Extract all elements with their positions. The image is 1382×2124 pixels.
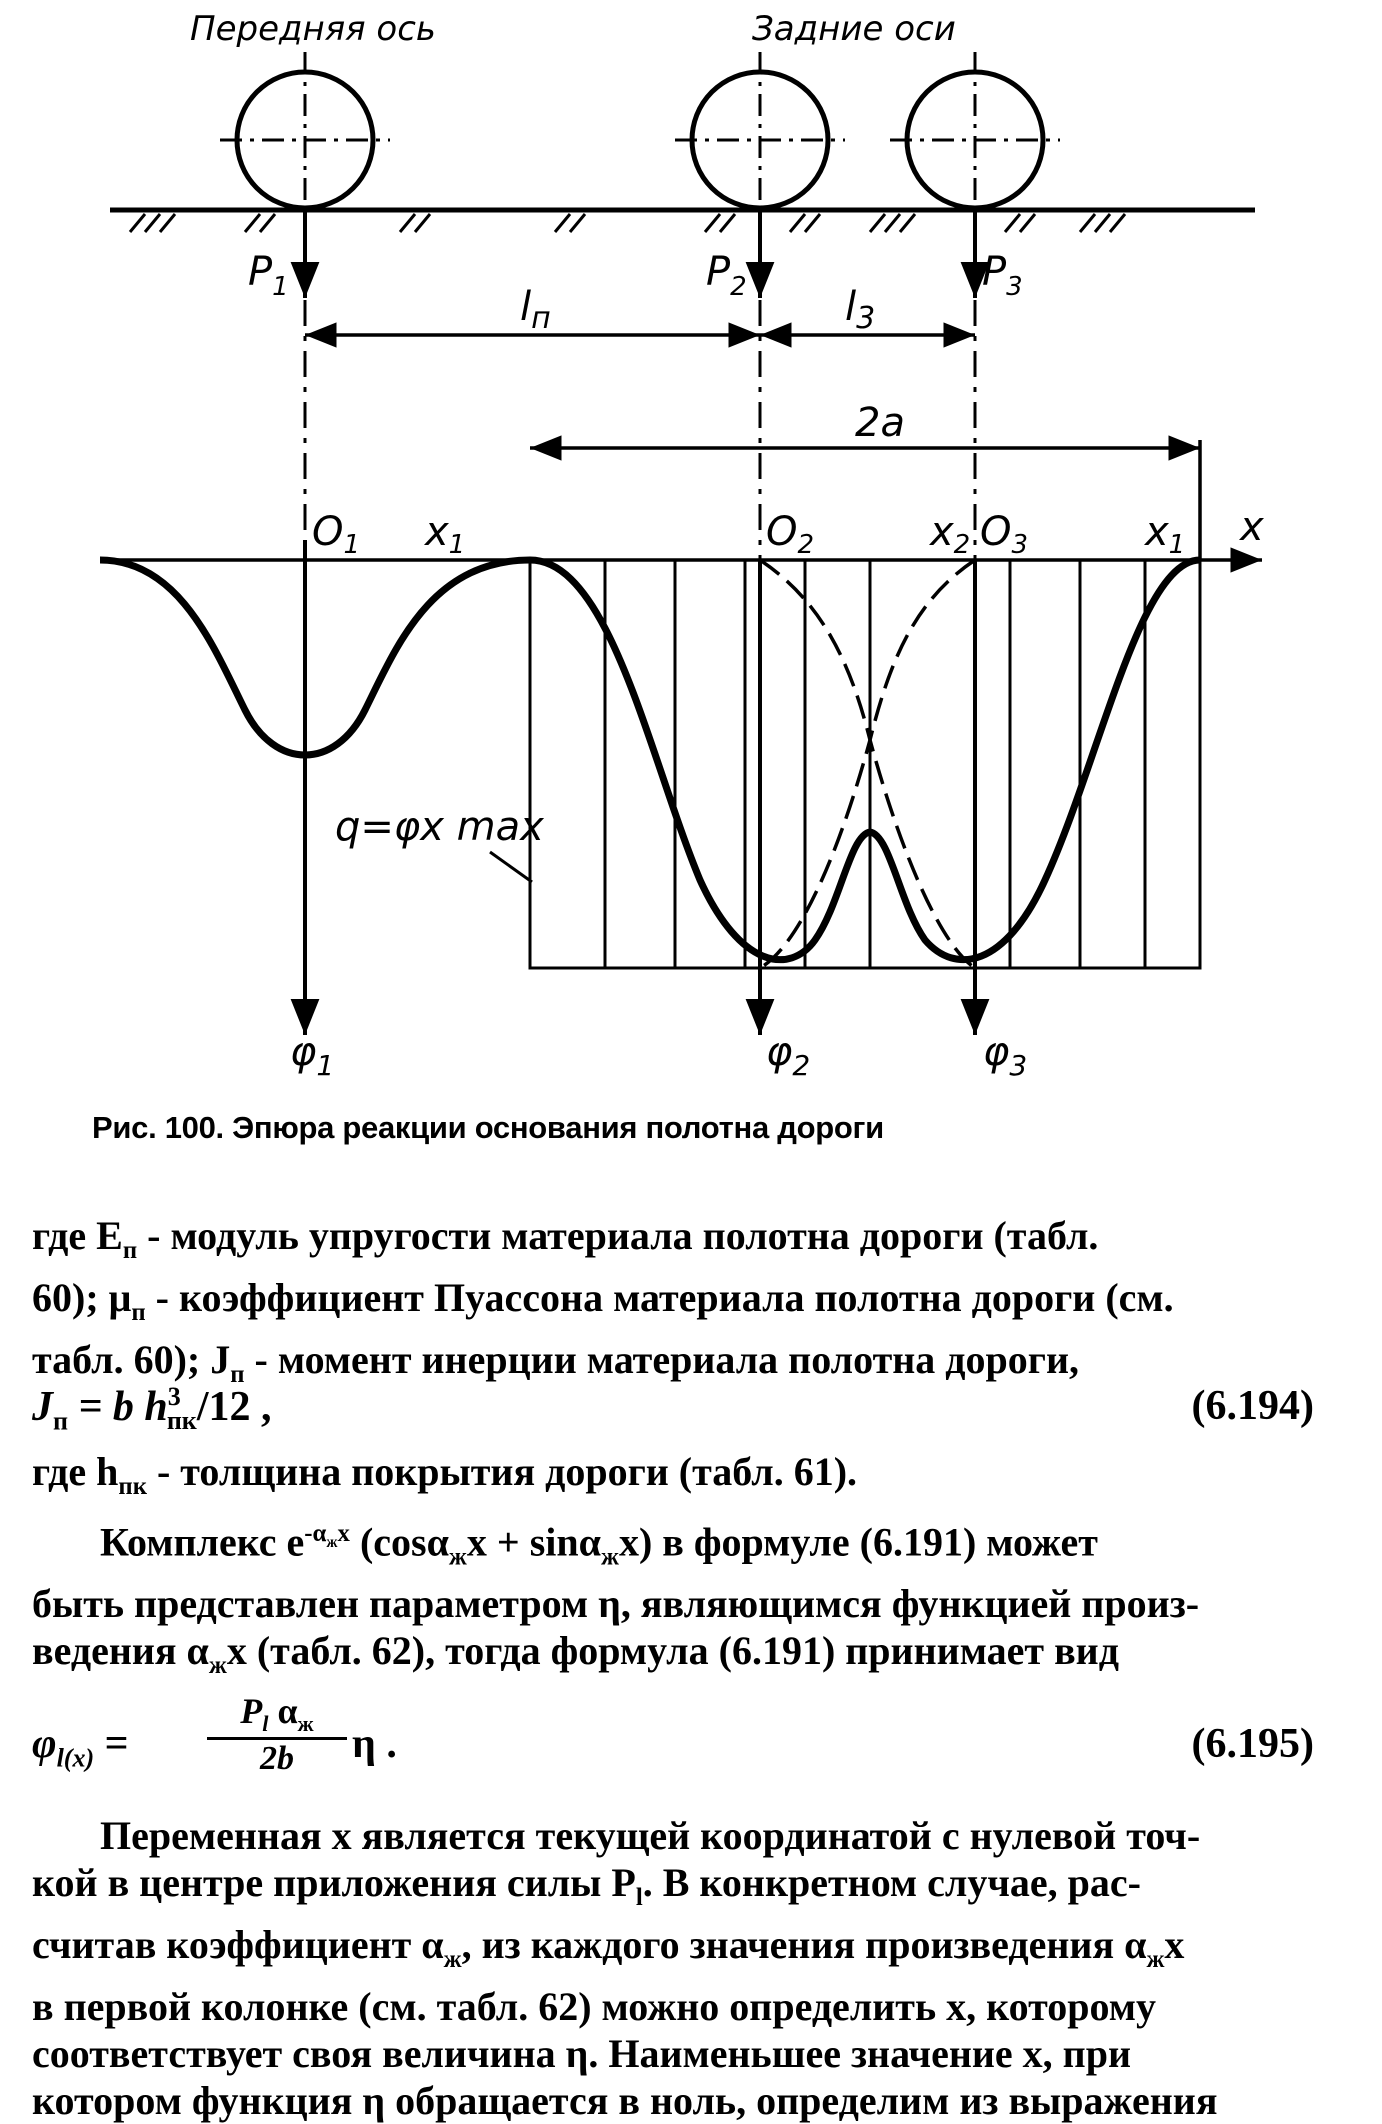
text-line: котором функция η обращается в ноль, определим из выражения (32, 2078, 1218, 2123)
text-line: соответствует своя величина η. Наименьшее значение x, при (32, 2031, 1132, 2076)
x1-left-label: $x_1$ (425, 509, 466, 560)
paragraph-complex (32, 1510, 1350, 1689)
q-max-label: q=φx max (335, 804, 544, 850)
phi-arrows (305, 540, 975, 1035)
text-line: быть представлен параметром η, являющимся функцией произ- (32, 1581, 1200, 1627)
text-line: Комплекс $e^{-\alpha_жx}$ (cosα$_ж$x + sinα$_ж$x) в формуле (6.191) может (100, 1519, 1098, 1571)
text-line: 60); $\mu_п$ - коэффициент Пуассона материала полотна дороги (см. (32, 1275, 1174, 1326)
equation-6-194: $J_п = b$ $h^3_{пк}/12$ , (6.194) (32, 1382, 1314, 1436)
front-axle-label: Передняя ось (190, 9, 436, 49)
o3-label: $O_3$ (980, 509, 1029, 560)
x-axis-label: x (1240, 504, 1264, 550)
text-line: ведения $\alpha_жx$ (табл. 62), тогда формула (6.191) принимает вид (32, 1628, 1119, 1680)
o1-label: $O_1$ (312, 509, 361, 560)
figure-caption: Рис. 100. Эпюра реакции основания полотна дороги (92, 1110, 884, 1145)
p3-label: $P_3$ (982, 249, 1023, 302)
rear-wheel-1 (675, 52, 845, 212)
paragraph-variable-x (32, 1812, 1350, 2124)
phi3-label: $\varphi_3$ (983, 1029, 1028, 1082)
rear-wheel-2 (890, 52, 1060, 212)
phi1-label: $\varphi_1$ (290, 1029, 335, 1082)
rear-axles-label: Задние оси (752, 9, 956, 49)
text-line: где $h_{пк}$ - толщина покрытия дороги (табл. 61). (32, 1449, 858, 1500)
text-line: табл. 60); $J_п$ - момент инерции материала полотна дороги, (32, 1337, 1079, 1388)
reaction-curve-combined (530, 560, 1200, 960)
paragraph-hpk (32, 1448, 1350, 1510)
q-max-rectangle (530, 560, 1200, 968)
text-line: кой в центре приложения силы $P_l$. В конкретном случае, рас- (32, 1860, 1142, 1911)
equation-number: (6.194) (1191, 1383, 1314, 1429)
x2-label: $x_2$ (930, 509, 971, 560)
text-line: в первой колонке (см. табл. 62) можно определить x, которому (32, 1984, 1156, 2029)
l3-label: $l_3$ (845, 284, 876, 336)
equation-number: (6.195) (1191, 1721, 1314, 1767)
equation-6-195: $\varphi_{l(x)}$ = $P_l$ $\alpha_ж$ 2b η . (6.195) (32, 1691, 1314, 1778)
reaction-curve-1 (100, 560, 530, 755)
text-line: считав коэффициент $\alpha_ж$, из каждого значения произведения $\alpha_жx$ (32, 1922, 1185, 1973)
q-leader-line (490, 852, 532, 882)
paragraph-definitions (32, 1212, 1350, 1398)
p2-label: $P_2$ (706, 249, 747, 302)
text-line: Переменная x является текущей координатой с нулевой точ- (100, 1813, 1201, 1858)
phi2-label: $\varphi_2$ (766, 1029, 811, 1082)
p1-label: $P_1$ (248, 249, 289, 302)
text-line: где $E_п$ - модуль упругости материала полотна дороги (табл. (32, 1213, 1099, 1264)
two-a-label: 2a (855, 400, 905, 446)
ln-label: $l_п$ (520, 284, 551, 336)
front-wheel (220, 52, 390, 212)
x1-right-label: $x_1$ (1145, 509, 1186, 560)
component-curves-dashed (760, 560, 975, 968)
o2-label: $O_2$ (766, 509, 815, 560)
